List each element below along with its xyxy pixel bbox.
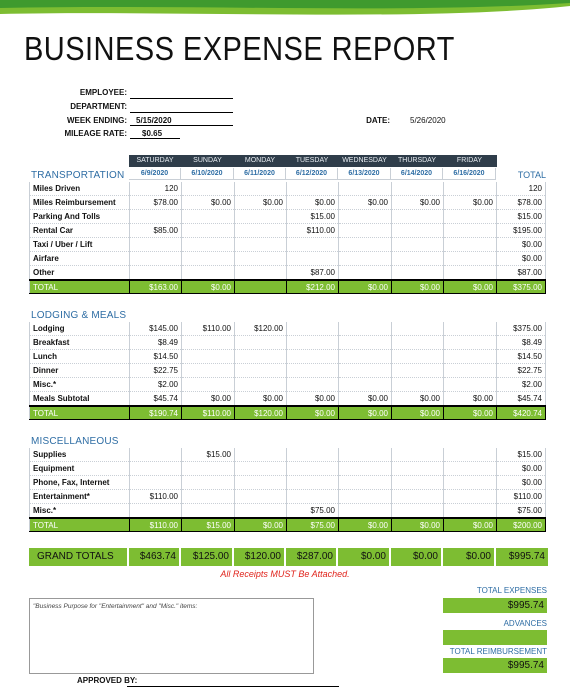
expense-cell[interactable]: $78.00 (130, 196, 182, 210)
day-date: 6/12/2020 (286, 168, 338, 180)
expense-cell[interactable] (182, 252, 235, 266)
grand-total-cell: $463.74 (129, 548, 181, 566)
header-banner (0, 0, 570, 22)
row-label: Miles Driven (30, 182, 130, 196)
expense-cell[interactable] (444, 476, 497, 490)
expense-cell[interactable] (339, 350, 392, 364)
expense-cell[interactable] (444, 364, 497, 378)
expense-cell[interactable] (392, 224, 444, 238)
approved-by-label: APPROVED BY: (77, 676, 138, 685)
expense-cell[interactable] (339, 266, 392, 281)
expense-cell[interactable] (339, 364, 392, 378)
employee-label: EMPLOYEE: (79, 88, 127, 97)
day-name: SUNDAY (193, 157, 222, 164)
expense-cell[interactable]: 120 (130, 182, 182, 196)
grand-totals-row (29, 548, 548, 566)
expense-cell[interactable] (444, 322, 497, 336)
business-purpose-label: "Business Purpose for "Entertainment" and "Misc." items: (33, 603, 198, 610)
expense-cell[interactable] (339, 504, 392, 519)
expense-cell[interactable]: $0.00 (444, 196, 497, 210)
table-row (30, 462, 546, 476)
day-name: THURSDAY (398, 157, 436, 164)
total-row (30, 518, 546, 532)
section-total: $200.00 (497, 518, 546, 532)
expense-cell[interactable] (339, 252, 392, 266)
date-label: DATE: (366, 116, 390, 125)
expense-cell[interactable]: $8.49 (130, 336, 182, 350)
expense-cell[interactable]: $85.00 (130, 224, 182, 238)
expense-cell[interactable] (287, 462, 339, 476)
total-cell: $0.00 (392, 518, 444, 532)
table-row (30, 182, 546, 196)
expense-cell[interactable] (287, 378, 339, 392)
expense-cell[interactable] (444, 238, 497, 252)
table-row (30, 504, 546, 519)
expense-cell[interactable] (235, 476, 287, 490)
total-label: TOTAL (30, 406, 130, 420)
day-name: MONDAY (244, 157, 276, 164)
receipts-note: All Receipts MUST Be Attached. (220, 569, 350, 579)
day-date: 6/9/2020 (129, 168, 181, 180)
expense-cell[interactable] (444, 448, 497, 462)
expense-cell[interactable] (235, 448, 287, 462)
total-cell: $110.00 (182, 406, 235, 420)
day-name: FRIDAY (456, 157, 483, 164)
total-row (30, 280, 546, 294)
row-total: $87.00 (497, 266, 546, 281)
expense-cell[interactable]: $0.00 (392, 392, 444, 407)
expense-cell[interactable] (392, 182, 444, 196)
total-cell (235, 280, 287, 294)
row-label: Meals Subtotal (30, 392, 130, 407)
total-cell: $0.00 (287, 406, 339, 420)
expense-cell[interactable] (182, 182, 235, 196)
expense-cell[interactable]: $0.00 (339, 196, 392, 210)
expense-cell[interactable] (444, 224, 497, 238)
expense-cell[interactable]: $0.00 (444, 392, 497, 407)
expense-cell[interactable] (235, 238, 287, 252)
expense-cell[interactable]: $145.00 (130, 322, 182, 336)
total-column-header: TOTAL (517, 170, 546, 180)
expense-cell[interactable]: $120.00 (235, 322, 287, 336)
total-cell: $0.00 (392, 406, 444, 420)
total-reimbursement-label: TOTAL REIMBURSEMENT (449, 647, 547, 656)
total-label: TOTAL (30, 280, 130, 294)
expense-cell[interactable] (235, 182, 287, 196)
table-row (30, 350, 546, 364)
total-cell: $15.00 (182, 518, 235, 532)
expense-cell[interactable] (339, 462, 392, 476)
expense-cell[interactable] (339, 210, 392, 224)
total-reimbursement-value: $995.74 (443, 658, 547, 673)
table-row (30, 364, 546, 378)
expense-cell[interactable] (339, 336, 392, 350)
expense-cell[interactable] (235, 210, 287, 224)
row-label: Taxi / Uber / Lift (30, 238, 130, 252)
expense-cell[interactable] (444, 350, 497, 364)
expense-cell[interactable] (392, 350, 444, 364)
row-label: Lodging (30, 322, 130, 336)
table-row (30, 196, 546, 210)
table-row (30, 210, 546, 224)
expense-cell[interactable] (392, 336, 444, 350)
row-label: Airfare (30, 252, 130, 266)
table-row (30, 448, 546, 462)
row-label: Breakfast (30, 336, 130, 350)
expense-cell[interactable]: $22.75 (130, 364, 182, 378)
row-total: $15.00 (497, 210, 546, 224)
expense-cell[interactable] (235, 378, 287, 392)
lodging-title: LODGING & MEALS (31, 310, 127, 321)
expense-cell[interactable]: $110.00 (287, 224, 339, 238)
expense-cell[interactable] (392, 462, 444, 476)
day-date: 6/10/2020 (181, 168, 234, 180)
misc-title: MISCELLANEOUS (31, 436, 119, 447)
total-cell: $0.00 (444, 280, 497, 294)
expense-cell[interactable] (182, 504, 235, 519)
expense-cell[interactable] (392, 364, 444, 378)
expense-cell[interactable] (130, 462, 182, 476)
expense-cell[interactable] (182, 266, 235, 281)
row-label: Misc.* (30, 378, 130, 392)
expense-cell[interactable] (392, 238, 444, 252)
expense-cell[interactable] (287, 364, 339, 378)
total-cell: $0.00 (339, 518, 392, 532)
expense-cell[interactable] (235, 224, 287, 238)
total-cell: $0.00 (444, 406, 497, 420)
row-total: $14.50 (497, 350, 546, 364)
expense-cell[interactable] (235, 504, 287, 519)
employee-field[interactable] (130, 87, 233, 99)
expense-cell[interactable] (235, 252, 287, 266)
expense-cell[interactable] (444, 490, 497, 504)
day-names (129, 155, 496, 167)
expense-cell[interactable] (182, 462, 235, 476)
page-title: BUSINESS EXPENSE REPORT (24, 30, 455, 67)
day-date: 6/13/2020 (338, 168, 391, 180)
advances-label: ADVANCES (503, 619, 547, 628)
table-row (30, 238, 546, 252)
section-total: $420.74 (497, 406, 546, 420)
expense-cell[interactable]: $45.74 (130, 392, 182, 407)
table-row (30, 224, 546, 238)
row-label: Dinner (30, 364, 130, 378)
expense-cell[interactable] (182, 336, 235, 350)
expense-cell[interactable] (235, 490, 287, 504)
advances-field[interactable] (443, 630, 547, 645)
expense-cell[interactable] (130, 448, 182, 462)
expense-cell[interactable] (339, 322, 392, 336)
table-row (30, 336, 546, 350)
expense-cell[interactable] (287, 476, 339, 490)
row-label: Rental Car (30, 224, 130, 238)
table-row (30, 476, 546, 490)
expense-cell[interactable] (287, 238, 339, 252)
total-row (30, 406, 546, 420)
day-dates (129, 168, 496, 180)
expense-cell[interactable]: $75.00 (287, 504, 339, 519)
expense-cell[interactable] (444, 182, 497, 196)
department-label: DEPARTMENT: (70, 102, 127, 111)
table-row (30, 266, 546, 281)
row-total: 120 (497, 182, 546, 196)
table-row (30, 252, 546, 266)
grand-total-cell: $0.00 (338, 548, 391, 566)
expense-cell[interactable]: $0.00 (392, 196, 444, 210)
table-row (30, 378, 546, 392)
expense-cell[interactable]: $15.00 (182, 448, 235, 462)
grand-total-cell: $120.00 (234, 548, 286, 566)
grand-total-cell: $125.00 (181, 548, 234, 566)
expense-cell[interactable] (235, 266, 287, 281)
row-total: $45.74 (497, 392, 546, 407)
expense-cell[interactable] (235, 364, 287, 378)
expense-cell[interactable] (339, 448, 392, 462)
misc-table (29, 448, 546, 532)
expense-cell[interactable] (287, 350, 339, 364)
row-total: $0.00 (497, 476, 546, 490)
expense-cell[interactable] (130, 238, 182, 252)
total-expenses-label: TOTAL EXPENSES (476, 586, 547, 595)
row-total: $8.49 (497, 336, 546, 350)
expense-cell[interactable]: $2.00 (130, 378, 182, 392)
day-date: 6/16/2020 (443, 168, 496, 180)
row-label: Supplies (30, 448, 130, 462)
total-cell: $212.00 (287, 280, 339, 294)
total-cell: $0.00 (235, 518, 287, 532)
expense-cell[interactable] (287, 322, 339, 336)
expense-cell[interactable] (182, 224, 235, 238)
expense-cell[interactable] (392, 322, 444, 336)
expense-cell[interactable] (444, 210, 497, 224)
grand-totals-label: GRAND TOTALS (29, 548, 129, 566)
grand-total-cell: $0.00 (443, 548, 496, 566)
expense-cell[interactable] (392, 252, 444, 266)
total-cell: $190.74 (130, 406, 182, 420)
expense-cell[interactable] (392, 266, 444, 281)
total-cell: $120.00 (235, 406, 287, 420)
expense-cell[interactable]: $14.50 (130, 350, 182, 364)
expense-cell[interactable] (392, 476, 444, 490)
row-label: Phone, Fax, Internet (30, 476, 130, 490)
expense-cell[interactable] (392, 448, 444, 462)
expense-cell[interactable] (339, 238, 392, 252)
expense-cell[interactable] (287, 448, 339, 462)
total-cell: $0.00 (444, 518, 497, 532)
total-cell: $0.00 (339, 280, 392, 294)
expense-cell[interactable] (287, 252, 339, 266)
row-total: $2.00 (497, 378, 546, 392)
total-cell: $0.00 (392, 280, 444, 294)
date-value: 5/26/2020 (410, 116, 446, 125)
expense-cell[interactable] (130, 476, 182, 490)
day-name: SATURDAY (136, 157, 174, 164)
expense-cell[interactable] (130, 504, 182, 519)
mileage-rate-field[interactable]: $0.65 (130, 128, 180, 139)
expense-cell[interactable] (182, 490, 235, 504)
expense-cell[interactable] (130, 210, 182, 224)
mileage-rate-label: MILEAGE RATE: (64, 129, 127, 138)
row-total: $0.00 (497, 238, 546, 252)
expense-cell[interactable] (339, 224, 392, 238)
expense-cell[interactable]: $110.00 (182, 322, 235, 336)
department-field[interactable] (130, 101, 233, 113)
row-label: Lunch (30, 350, 130, 364)
expense-cell[interactable] (444, 462, 497, 476)
row-label: Miles Reimbursement (30, 196, 130, 210)
approved-by-field[interactable] (127, 686, 339, 687)
row-label: Entertainment* (30, 490, 130, 504)
expense-cell[interactable] (392, 378, 444, 392)
expense-cell[interactable] (235, 350, 287, 364)
expense-cell[interactable]: $0.00 (339, 392, 392, 407)
expense-cell[interactable]: $0.00 (182, 196, 235, 210)
row-label: Other (30, 266, 130, 281)
row-total: $15.00 (497, 448, 546, 462)
expense-cell[interactable]: $110.00 (130, 490, 182, 504)
expense-cell[interactable] (392, 490, 444, 504)
table-row (30, 392, 546, 407)
day-name: TUESDAY (295, 157, 329, 164)
expense-cell[interactable]: $0.00 (287, 392, 339, 407)
day-date: 6/14/2020 (391, 168, 443, 180)
business-purpose-field[interactable] (29, 598, 314, 674)
expense-cell[interactable] (444, 252, 497, 266)
expense-cell[interactable] (182, 210, 235, 224)
table-row (30, 322, 546, 336)
expense-cell[interactable] (287, 336, 339, 350)
grand-total-cell: $0.00 (391, 548, 443, 566)
total-cell: $0.00 (339, 406, 392, 420)
grand-total-cell: $287.00 (286, 548, 338, 566)
total-cell: $75.00 (287, 518, 339, 532)
row-total: $0.00 (497, 252, 546, 266)
expense-cell[interactable] (235, 336, 287, 350)
expense-cell[interactable] (444, 266, 497, 281)
expense-cell[interactable] (182, 378, 235, 392)
section-total: $375.00 (497, 280, 546, 294)
row-total: $110.00 (497, 490, 546, 504)
row-total: $75.00 (497, 504, 546, 519)
row-total: $195.00 (497, 224, 546, 238)
day-name: WEDNESDAY (342, 157, 387, 164)
expense-cell[interactable] (182, 476, 235, 490)
table-row (30, 490, 546, 504)
total-label: TOTAL (30, 518, 130, 532)
expense-cell[interactable] (392, 504, 444, 519)
expense-cell[interactable] (339, 490, 392, 504)
transportation-table (29, 182, 546, 294)
expense-cell[interactable] (339, 182, 392, 196)
expense-cell[interactable] (339, 476, 392, 490)
expense-cell[interactable]: $0.00 (235, 196, 287, 210)
total-expenses-value: $995.74 (443, 598, 547, 613)
transportation-title: TRANSPORTATION (31, 170, 125, 181)
total-cell: $110.00 (130, 518, 182, 532)
total-cell: $163.00 (130, 280, 182, 294)
row-label: Misc.* (30, 504, 130, 519)
expense-cell[interactable]: $0.00 (287, 196, 339, 210)
row-total: $78.00 (497, 196, 546, 210)
row-total: $22.75 (497, 364, 546, 378)
expense-cell[interactable] (182, 364, 235, 378)
lodging-table (29, 322, 546, 420)
expense-cell[interactable] (444, 378, 497, 392)
expense-cell[interactable] (235, 462, 287, 476)
week-ending-label: WEEK ENDING: (67, 116, 127, 125)
expense-cell[interactable] (182, 238, 235, 252)
expense-cell[interactable] (130, 252, 182, 266)
grand-total-value: $995.74 (496, 548, 548, 566)
week-ending-field[interactable]: 5/15/2020 (130, 115, 233, 126)
expense-cell[interactable]: $0.00 (182, 392, 235, 407)
expense-cell[interactable] (392, 210, 444, 224)
expense-cell[interactable] (287, 182, 339, 196)
expense-cell[interactable] (182, 350, 235, 364)
row-label: Parking And Tolls (30, 210, 130, 224)
row-total: $0.00 (497, 462, 546, 476)
expense-cell[interactable] (444, 336, 497, 350)
expense-cell[interactable] (287, 490, 339, 504)
expense-cell[interactable]: $87.00 (287, 266, 339, 281)
row-total: $375.00 (497, 322, 546, 336)
day-date: 6/11/2020 (234, 168, 286, 180)
row-label: Equipment (30, 462, 130, 476)
total-cell: $0.00 (182, 280, 235, 294)
expense-cell[interactable]: $15.00 (287, 210, 339, 224)
expense-cell[interactable] (444, 504, 497, 519)
expense-cell[interactable] (339, 378, 392, 392)
expense-cell[interactable]: $0.00 (235, 392, 287, 407)
expense-cell[interactable] (130, 266, 182, 281)
